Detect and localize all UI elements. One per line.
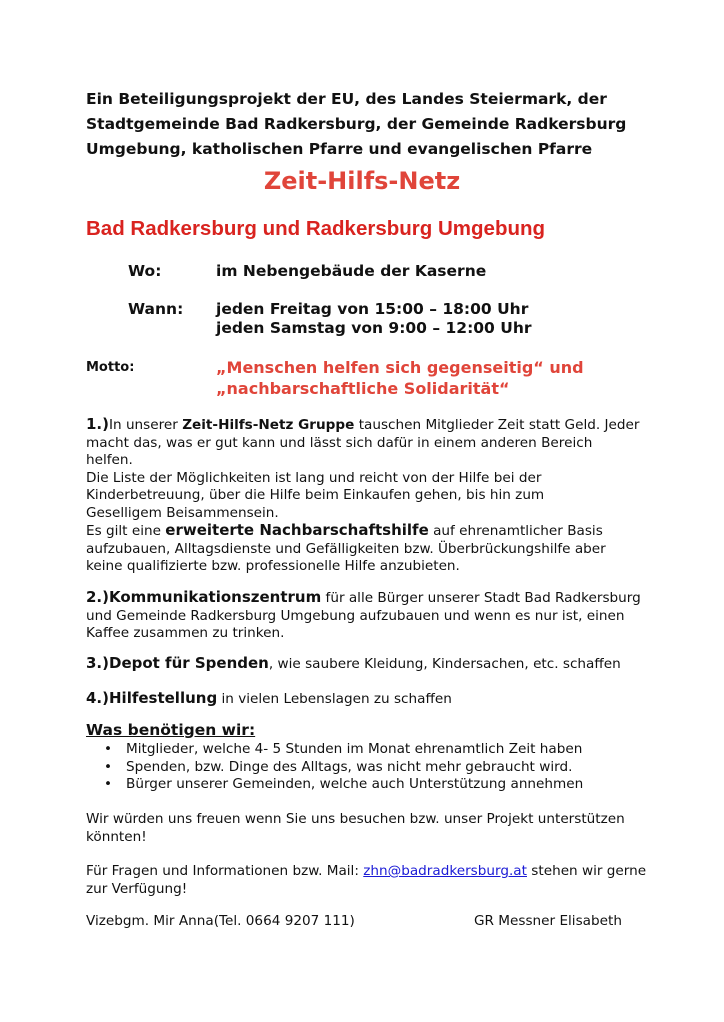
list-item [104, 741, 583, 759]
intro-line-1: Ein Beteiligungsprojekt der EU, des Landes Steiermark, der [86, 90, 607, 108]
contact-text-prefix: Für Fragen und Informationen bzw. Mail: [86, 863, 364, 879]
bullet-icon: • [104, 758, 113, 775]
section-4-number: 4.) [86, 689, 109, 707]
section-2-text: für alle Bürger unserer Stadt Bad Radkersburg [321, 590, 641, 606]
bullet-icon: • [104, 741, 113, 757]
list-item [104, 759, 583, 777]
where-label: Wo: [128, 262, 162, 280]
page-title: Zeit-Hilfs-Netz [263, 167, 461, 195]
where-value: im Nebengebäude der Kaserne [216, 262, 487, 280]
section-3-heading: Depot für Spenden [109, 654, 269, 672]
contact-text-suffix: stehen wir gerne [526, 863, 647, 879]
contact-text [86, 863, 646, 898]
needs-list [104, 741, 583, 794]
intro-line-3: Umgebung, katholischen Pfarre und evangelischen Pfarre [86, 140, 593, 158]
section-2-line: Kaffee zusammen zu trinken. [86, 625, 285, 641]
email-link[interactable]: zhn@badradkersburg.at [363, 863, 527, 879]
motto-label: Motto: [86, 360, 135, 375]
when-friday: jeden Freitag von 15:00 – 18:00 Uhr [216, 300, 529, 318]
section-1-line: keine qualifizierte bzw. professionelle Hilfe anzubieten. [86, 558, 460, 574]
list-item-text: Mitglieder, welche 4- 5 Stunden im Monat ehrenamtlich Zeit haben [126, 741, 583, 757]
section-2-number: 2.) [86, 588, 109, 606]
section-1-text: auf ehrenamtlicher Basis [428, 523, 603, 539]
section-1-line: Kinderbetreuung, über die Hilfe beim Einkaufen gehen, bis hin zum [86, 487, 545, 503]
motto-text [216, 357, 584, 399]
closing-line: Wir würden uns freuen wenn Sie uns besuchen bzw. unser Projekt unterstützen [86, 811, 625, 827]
page-subtitle: Bad Radkersburg und Radkersburg Umgebung [86, 217, 546, 240]
bullet-icon: • [104, 776, 113, 792]
section-1-group-name: Zeit-Hilfs-Netz Gruppe [182, 417, 355, 433]
section-1 [86, 416, 646, 576]
section-1-line: Die Liste der Möglichkeiten ist lang und reicht von der Hilfe bei der [86, 469, 542, 486]
section-3-text: , wie saubere Kleidung, Kindersachen, etc. schaffen [268, 656, 621, 672]
motto-line-2: „nachbarschaftliche Solidarität“ [216, 379, 510, 398]
section-3 [86, 655, 646, 674]
section-2-line: und Gemeinde Radkersburg Umgebung aufzubauen und wenn es nur ist, einen [86, 607, 625, 624]
section-2 [86, 589, 646, 643]
closing-text [86, 811, 646, 846]
section-1-line: aufzubauen, Alltagsdienste und Gefälligkeiten bzw. Überbrückungshilfe aber [86, 540, 606, 557]
intro-line-2: Stadtgemeinde Bad Radkersburg, der Gemeinde Radkersburg [86, 115, 627, 133]
section-2-heading: Kommunikationszentrum [109, 588, 322, 606]
motto-line-1: „Menschen helfen sich gegenseitig“ und [216, 358, 584, 377]
when-label: Wann: [128, 300, 184, 318]
list-item-text: Spenden, bzw. Dinge des Alltags, was nicht mehr gebraucht wird. [126, 758, 573, 775]
closing-line: könnten! [86, 828, 147, 845]
signature-right: GR Messner Elisabeth [474, 913, 622, 929]
needs-heading: Was benötigen wir: [86, 721, 256, 739]
signature-left: Vizebgm. Mir Anna(Tel. 0664 9207 111) [86, 913, 355, 929]
list-item-text: Bürger unserer Gemeinden, welche auch Unterstützung annehmen [126, 776, 584, 792]
section-1-line: macht das, was er gut kann und lässt sich dafür in einem anderen Bereich [86, 434, 593, 451]
section-4 [86, 690, 646, 709]
section-1-line: Geselligem Beisammensein. [86, 504, 279, 521]
list-item [104, 776, 583, 794]
section-1-number: 1.) [86, 415, 109, 433]
section-1-highlight: erweiterte Nachbarschaftshilfe [165, 521, 429, 539]
section-1-line: helfen. [86, 452, 133, 468]
intro-text [86, 87, 686, 162]
section-4-heading: Hilfestellung [109, 689, 218, 707]
section-3-number: 3.) [86, 654, 109, 672]
section-1-text: tauschen Mitglieder Zeit statt Geld. Jeder [354, 417, 640, 433]
when-saturday: jeden Samstag von 9:00 – 12:00 Uhr [216, 319, 532, 337]
contact-line: zur Verfügung! [86, 880, 188, 897]
section-1-text: Es gilt eine [86, 523, 166, 539]
section-1-text: In unserer [109, 417, 183, 433]
section-4-text: in vielen Lebenslagen zu schaffen [217, 691, 452, 707]
